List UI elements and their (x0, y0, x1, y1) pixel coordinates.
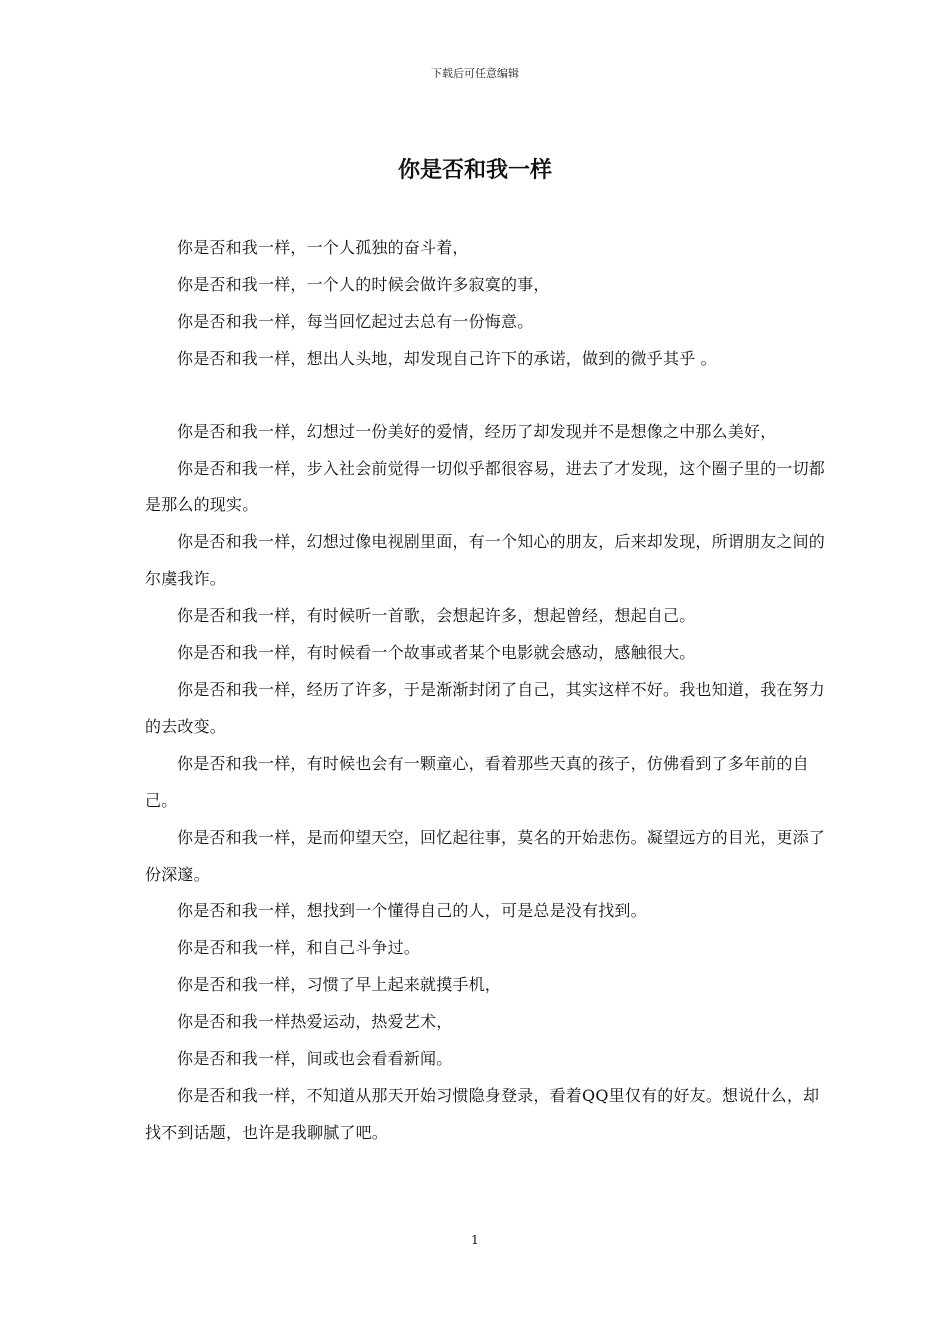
paragraph-13: 你是否和我一样，想找到一个懂得自己的人，可是总是没有找到。 (177, 901, 647, 921)
paragraph-7: 你是否和我一样，幻想过像电视剧里面，有一个知心的朋友，后来却发现，所谓朋友之间的尔虞我诈。 (145, 532, 826, 589)
document-body (145, 230, 825, 1152)
paragraph-12: 你是否和我一样，是而仰望天空，回忆起往事，莫名的开始悲伤。凝望远方的目光，更添了份深邃。 (145, 827, 826, 884)
document-title: 你是否和我一样 (397, 157, 552, 183)
paragraph-11: 你是否和我一样，有时候也会有一颗童心，看着那些天真的孩子，仿佛看到了多年前的自己。 (145, 753, 809, 810)
paragraph-2: 你是否和我一样，一个人的时候会做许多寂寞的事， (177, 274, 550, 294)
paragraph-8: 你是否和我一样，有时候听一首歌，会想起许多，想起曾经，想起自己。 (177, 606, 696, 626)
paragraph-9: 你是否和我一样，有时候看一个故事或者某个电影就会感动，感触很大。 (177, 643, 696, 663)
paragraph-4: 你是否和我一样，想出人头地，却发现自己许下的承诺，做到的微乎其乎 。 (177, 348, 717, 368)
paragraph-15: 你是否和我一样，习惯了早上起来就摸手机， (177, 975, 502, 995)
paragraph-3: 你是否和我一样，每当回忆起过去总有一份悔意。 (177, 311, 534, 331)
paragraph-18: 你是否和我一样，不知道从那天开始习惯隐身登录，看着QQ里仅有的好友。想说什么，却找不到话题，也许是我聊腻了吧。 (145, 1085, 820, 1142)
paragraph-6: 你是否和我一样，步入社会前觉得一切似乎都很容易，进去了才发现，这个圈子里的一切都是那么的现实。 (145, 458, 826, 515)
paragraph-gap (145, 378, 825, 414)
paragraph-5: 你是否和我一样，幻想过一份美好的爱情，经历了却发现并不是想像之中那么美好， (177, 421, 777, 441)
paragraph-17: 你是否和我一样，间或也会看看新闻。 (177, 1049, 453, 1069)
page-number: 1 (471, 1233, 479, 1247)
paragraph-1: 你是否和我一样，一个人孤独的奋斗着， (177, 238, 469, 257)
paragraph-10: 你是否和我一样，经历了许多，于是渐渐封闭了自己，其实这样不好。我也知道，我在努力的去改变。 (145, 679, 826, 736)
paragraph-14: 你是否和我一样，和自己斗争过。 (177, 938, 421, 958)
page-header: 下载后可任意编辑 (431, 67, 519, 80)
paragraph-16: 你是否和我一样热爱运动，热爱艺术， (177, 1012, 453, 1032)
